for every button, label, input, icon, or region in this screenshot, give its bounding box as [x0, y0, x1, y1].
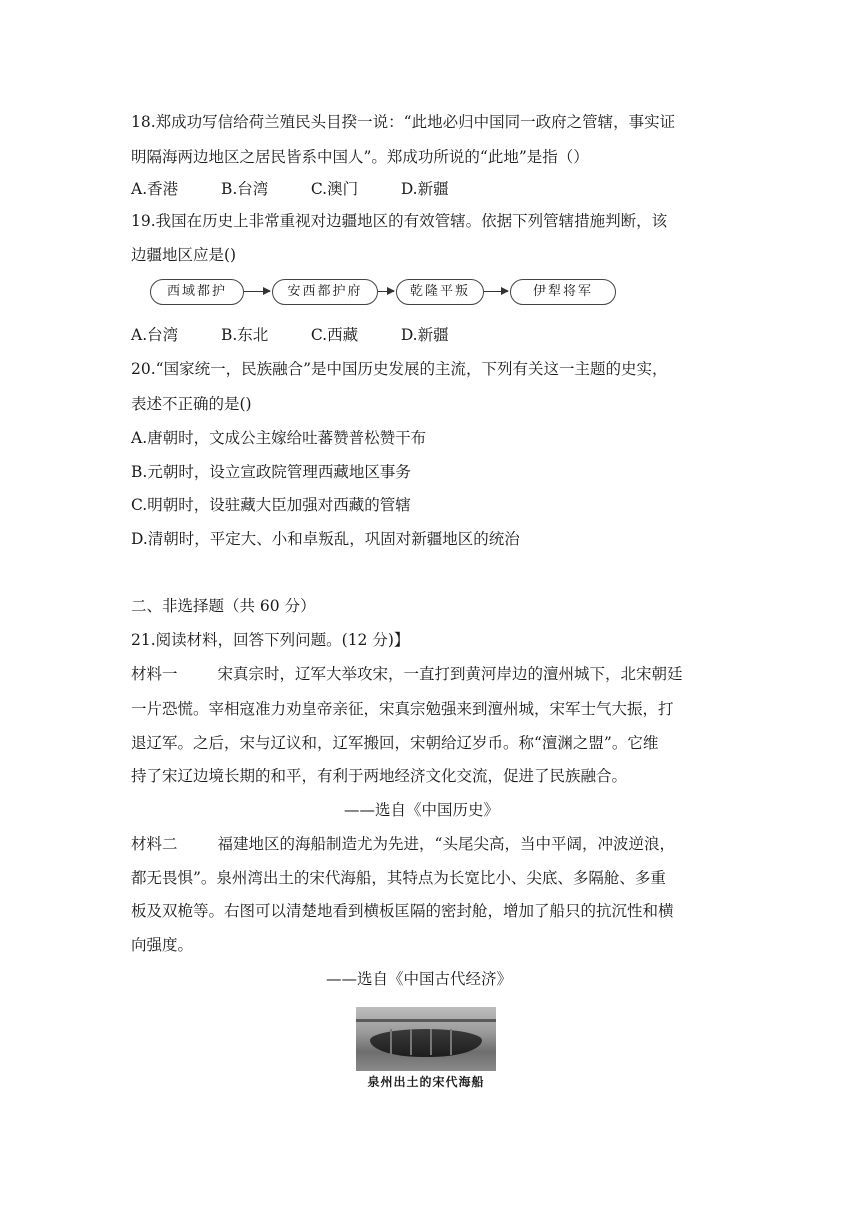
material1-line-1: 宋真宗时，辽军大举攻宋，一直打到黄河岸边的澶州城下，北宋朝廷 [217, 665, 683, 683]
q18-option-b: B.台湾 [220, 180, 269, 198]
q19-option-b: B.东北 [220, 326, 269, 344]
q20-option-a: A.唐朝时，文成公主嫁给吐蕃赞普松赞干布 [131, 429, 427, 447]
q20-stem-line-2: 表述不正确的是() [131, 395, 252, 413]
flow-node-4: 伊犁将军 [510, 279, 616, 305]
q19-option-c: C.西藏 [310, 326, 359, 344]
q19-flow-diagram [150, 277, 620, 307]
flow-node-2: 安西都护府 [272, 279, 378, 305]
q19-stem-line-1: 19.我国在历史上非常重视对边疆地区的有效管辖。依据下列管辖措施判断，该 [131, 212, 668, 230]
q20-option-b: B.元朝时，设立宣政院管理西藏地区事务 [131, 463, 411, 481]
q18-option-c: C.澳门 [310, 180, 359, 198]
q18-option-d: D.新疆 [400, 180, 449, 198]
material2-source: ——选自《中国古代经济》 [326, 970, 513, 988]
photo-caption: 泉州出土的宋代海船 [367, 1075, 485, 1089]
q20-option-d: D.清朝时，平定大、小和卓叛乱，巩固对新疆地区的统治 [131, 530, 520, 548]
q19-stem-line-2: 边疆地区应是() [131, 246, 237, 264]
material2-line-4: 向强度。 [131, 936, 194, 954]
material1-line-4: 持了宋辽边境长期的和平，有利于两地经济文化交流，促进了民族融合。 [131, 767, 628, 785]
section-heading: 二、非选择题（共 60 分） [131, 597, 316, 615]
material1-line-2: 一片恐慌。宰相寇准力劝皇帝亲征，宋真宗勉强来到澶州城，宋军士气大振，打 [131, 700, 674, 718]
q19-option-d: D.新疆 [400, 326, 449, 344]
material2-line-1: 福建地区的海船制造尤为先进，“头尾尖高，当中平阔，冲波逆浪， [217, 835, 675, 853]
flow-node-3: 乾隆平叛 [396, 279, 484, 305]
q20-option-c: C.明朝时，设驻藏大臣加强对西藏的管辖 [131, 496, 411, 514]
q19-option-a: A.台湾 [131, 326, 179, 344]
flow-arrow-icon [484, 291, 508, 292]
material1-first-line [131, 663, 683, 685]
q18-options [131, 178, 449, 200]
flow-arrow-icon [244, 291, 270, 292]
material2-line-3: 板及双桅等。右图可以清楚地看到横板匡隔的密封舱，增加了船只的抗沉性和横 [131, 902, 674, 920]
q20-stem-line-1: 20.“国家统一，民族融合”是中国历史发展的主流，下列有关这一主题的史实， [131, 360, 668, 378]
q21-title: 21.阅读材料，回答下列问题。(12 分)】 [131, 631, 410, 649]
material1-source: ——选自《中国历史》 [344, 801, 500, 819]
material2-first-line [131, 833, 675, 855]
song-ship-photo [356, 1007, 496, 1071]
flow-node-1: 西域都护 [150, 279, 244, 305]
q18-stem-line-2: 明隔海两边地区之居民皆系中国人”。郑成功所说的“此地”是指（） [131, 148, 589, 166]
material2-line-2: 都无畏惧”。泉州湾出土的宋代海船，其特点为长宽比小、尖底、多隔舱、多重 [131, 869, 666, 887]
q18-option-a: A.香港 [131, 180, 179, 198]
material2-label: 材料二 [131, 835, 178, 853]
material1-line-3: 退辽军。之后，宋与辽议和，辽军搬回，宋朝给辽岁币。称“澶渊之盟”。它维 [131, 734, 659, 752]
q19-options [131, 324, 449, 346]
material1-label: 材料一 [131, 665, 178, 683]
q18-stem-line-1: 18.郑成功写信给荷兰殖民头目揆一说：“此地必归中国同一政府之管辖，事实证 [131, 113, 676, 131]
flow-arrow-icon [378, 291, 394, 292]
